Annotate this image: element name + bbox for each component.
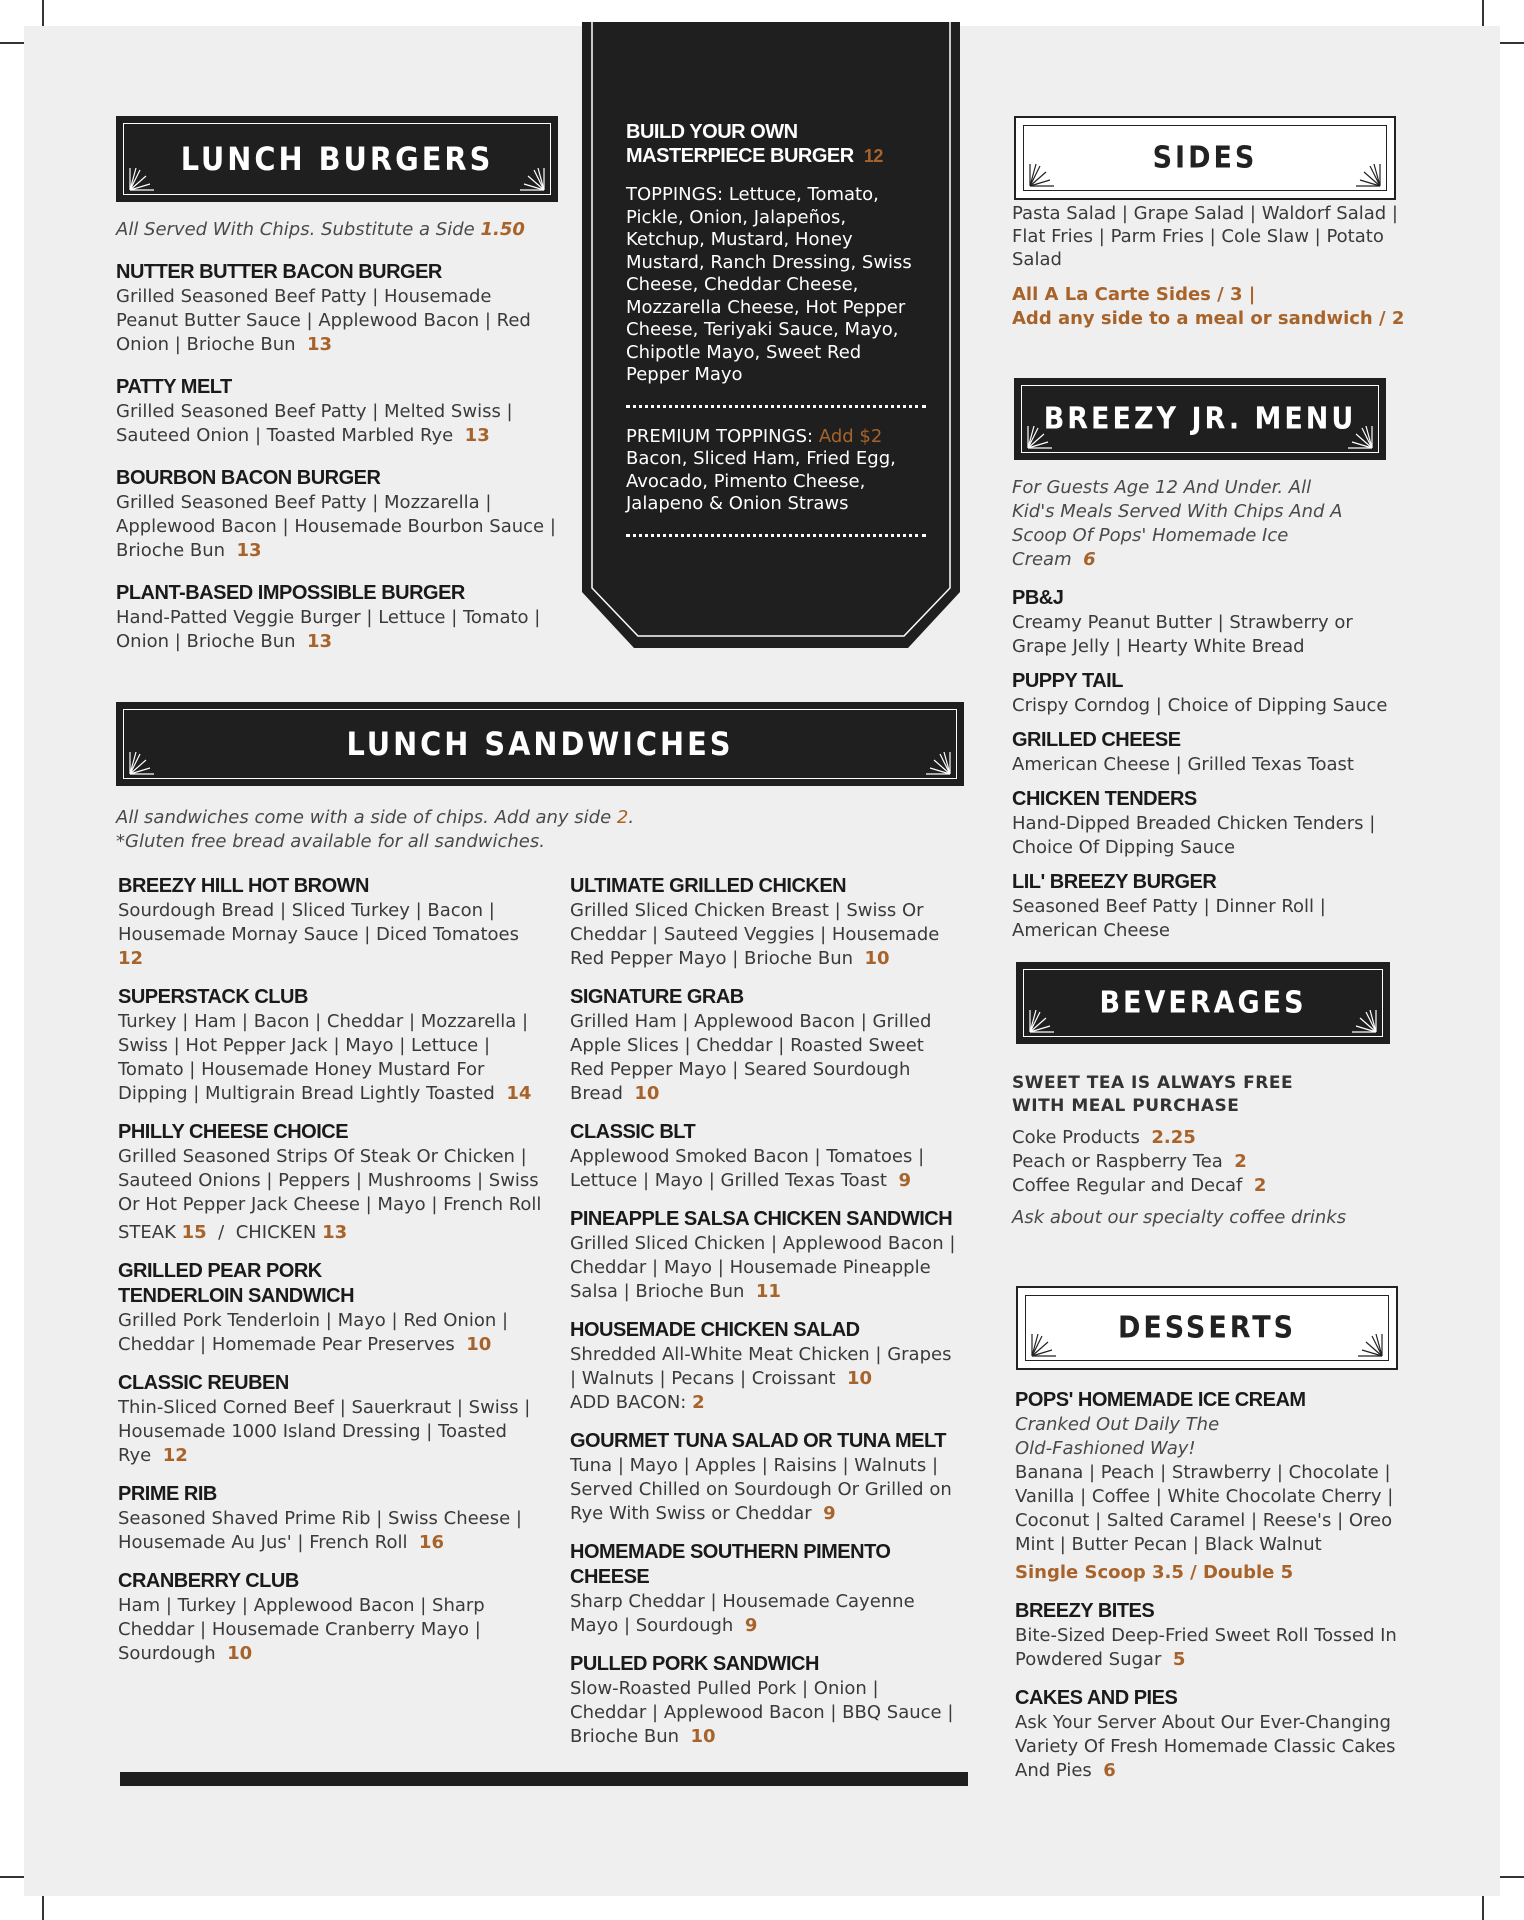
- item-price: 12: [162, 1445, 188, 1466]
- menu-item: [570, 1540, 960, 1638]
- item-name: PUPPY TAIL: [1012, 670, 1123, 692]
- menu-item: [116, 260, 556, 357]
- item-desc: Grilled Seasoned Beef Patty | Housemade Peanut Butter Sauce | Applewood Bacon | Red Onion | Brioche Bun: [116, 286, 531, 355]
- philly-steak-price: 15: [181, 1222, 207, 1243]
- sides-list: Pasta Salad | Grape Salad | Waldorf Salad | Flat Fries | Parm Fries | Cole Slaw | Potato Salad: [1012, 203, 1398, 270]
- item-desc: Hand-Patted Veggie Burger | Lettuce | Tomato | Onion | Brioche Bun: [116, 607, 541, 652]
- philly-chicken-price: 13: [322, 1222, 348, 1243]
- jr-note-price: 6: [1083, 549, 1096, 570]
- sandwiches-note: All sandwiches come with a side of chips. Add any side 2. *Gluten free bread available for all sandwiches.: [116, 806, 956, 854]
- item-price: 6: [1103, 1760, 1116, 1781]
- item-name: LIL' BREEZY BURGER: [1012, 871, 1217, 893]
- build-title-line1: BUILD YOUR OWN: [626, 121, 798, 143]
- menu-item: [1015, 1599, 1415, 1672]
- lunch-sandwiches-title: LUNCH SANDWICHES: [346, 725, 734, 763]
- menu-item: [118, 1569, 548, 1666]
- item-name: CLASSIC REUBEN: [118, 1372, 289, 1394]
- breezy-jr-section: [1012, 476, 1412, 957]
- item-name: CHICKEN TENDERS: [1012, 788, 1197, 810]
- lunch-sandwiches-banner: [116, 702, 964, 786]
- beverage-name: Coke Products: [1012, 1127, 1140, 1148]
- item-name: SIGNATURE GRAB: [570, 986, 744, 1008]
- menu-item: [570, 1429, 960, 1526]
- item-name: BREEZY BITES: [1015, 1600, 1155, 1622]
- sides-add-side: Add any side to a meal or sandwich / 2: [1012, 308, 1405, 329]
- menu-item: [570, 1652, 960, 1749]
- beverage-price: 2: [1253, 1175, 1267, 1196]
- item-desc: Tuna | Mayo | Apples | Raisins | Walnuts | Served Chilled on Sourdough Or Grilled on Rye With Swiss or Cheddar: [570, 1455, 952, 1524]
- sandwiches-left-column: [118, 874, 548, 1680]
- item-desc: Grilled Sliced Chicken | Applewood Bacon | Cheddar | Mayo | Housemade Pineapple Salsa | Brioche Bun: [570, 1233, 956, 1302]
- menu-item: [570, 874, 960, 971]
- item-price: 13: [307, 631, 333, 652]
- item-price: 16: [418, 1532, 444, 1553]
- burgers-section: [116, 218, 556, 668]
- item-name: SUPERSTACK CLUB: [118, 986, 308, 1008]
- beverage-name: Coffee Regular and Decaf: [1012, 1175, 1243, 1196]
- premium-label: PREMIUM TOPPINGS:: [626, 425, 814, 447]
- sandwiches-note1-price: 2: [616, 807, 629, 828]
- item-name: BREEZY HILL HOT BROWN: [118, 875, 369, 897]
- item-price: 12: [118, 948, 144, 969]
- item-desc: Creamy Peanut Butter | Strawberry or Grape Jelly | Hearty White Bread: [1012, 612, 1353, 657]
- breezy-jr-banner: [1014, 378, 1386, 460]
- beverages-note: Ask about our specialty coffee drinks: [1012, 1207, 1347, 1228]
- item-name: PLANT-BASED IMPOSSIBLE BURGER: [116, 582, 465, 604]
- item-price: 5: [1172, 1649, 1186, 1670]
- sides-title: SIDES: [1152, 140, 1258, 176]
- item-desc: Turkey | Ham | Bacon | Cheddar | Mozzarella | Swiss | Hot Pepper Jack | Mayo | Lettuce | Tomato | Housemade Honey Mustard For Dipping | Multigrain Bread Lightly Toasted: [118, 1011, 529, 1104]
- crop-mark: [0, 42, 26, 44]
- item-desc: Crispy Corndog | Choice of Dipping Sauce: [1012, 695, 1388, 716]
- menu-item: [570, 1318, 960, 1415]
- item-name: BOURBON BACON BURGER: [116, 467, 381, 489]
- menu-item: [116, 466, 556, 563]
- build-price: 12: [863, 146, 883, 166]
- add-bacon-price: 2: [692, 1392, 705, 1413]
- sides-banner: [1014, 116, 1396, 200]
- item-price: 9: [898, 1170, 911, 1191]
- item-desc: Thin-Sliced Corned Beef | Sauerkraut | Swiss | Housemade 1000 Island Dressing | Toasted Rye: [118, 1397, 531, 1466]
- beverage-price: 2.25: [1151, 1127, 1196, 1148]
- menu-item: [118, 1120, 548, 1245]
- menu-item: [118, 1482, 548, 1555]
- premium-price: Add $2: [818, 425, 883, 447]
- premium-items: Bacon, Sliced Ham, Fried Egg, Avocado, Pimento Cheese, Jalapeno & Onion Straws: [626, 448, 896, 514]
- item-desc: Sharp Cheddar | Housemade Cayenne Mayo | Sourdough: [570, 1591, 915, 1636]
- burgers-note-price: 1.50: [480, 219, 525, 240]
- item-name: PRIME RIB: [118, 1483, 217, 1505]
- item-desc: Shredded All-White Meat Chicken | Grapes | Walnuts | Pecans | Croissant: [570, 1344, 952, 1389]
- item-desc: Grilled Seasoned Strips Of Steak Or Chicken | Sauteed Onions | Peppers | Mushrooms | Swiss Or Hot Pepper Jack Cheese | Mayo | French Roll: [118, 1146, 542, 1215]
- menu-item: [1015, 1686, 1415, 1783]
- item-price: 10: [864, 948, 890, 969]
- menu-item: [570, 985, 960, 1106]
- item-desc: Grilled Seasoned Beef Patty | Melted Swiss | Sauteed Onion | Toasted Marbled Rye: [116, 401, 513, 446]
- sweet-tea-line2: WITH MEAL PURCHASE: [1012, 1096, 1240, 1116]
- item-name: NUTTER BUTTER BACON BURGER: [116, 261, 442, 283]
- crop-mark: [1498, 42, 1524, 44]
- beverage-item: [1012, 1150, 1412, 1174]
- jr-note: For Guests Age 12 And Under. All Kid's Meals Served With Chips And A Scoop Of Pops' Homemade Ice Cream: [1012, 477, 1343, 570]
- item-price: 9: [823, 1503, 836, 1524]
- item-price: 11: [755, 1281, 781, 1302]
- desserts-title: DESSERTS: [1117, 1310, 1297, 1346]
- philly-sep: /: [218, 1222, 225, 1243]
- build-toppings: TOPPINGS: Lettuce, Tomato, Pickle, Onion, Jalapeños, Ketchup, Mustard, Honey Mustard, Ranch Dressing, Swiss Cheese, Cheddar Cheese, Mozzarella Cheese, Hot Pepper Cheese, Teriyaki Sauce, Mayo, Chipotle Mayo, Sweet Red Pepper Mayo: [626, 184, 912, 385]
- beverages-banner: [1016, 962, 1390, 1044]
- beverages-section: [1012, 1072, 1412, 1230]
- desserts-section: [1015, 1388, 1415, 1797]
- sandwiches-note1: All sandwiches come with a side of chips. Add any side: [116, 807, 612, 828]
- item-price: 13: [464, 425, 490, 446]
- item-name: ULTIMATE GRILLED CHICKEN: [570, 875, 847, 897]
- item-desc: Applewood Smoked Bacon | Tomatoes | Lettuce | Mayo | Grilled Texas Toast: [570, 1146, 925, 1191]
- item-desc: American Cheese | Grilled Texas Toast: [1012, 754, 1354, 775]
- item-price: 10: [634, 1083, 660, 1104]
- item-price: 14: [506, 1083, 532, 1104]
- item-desc: Grilled Ham | Applewood Bacon | Grilled Apple Slices | Cheddar | Roasted Sweet Red Pepper Mayo | Seared Sourdough Bread: [570, 1011, 932, 1104]
- sides-section: [1012, 202, 1412, 331]
- build-burger-content: [626, 120, 926, 555]
- item-name: PB&J: [1012, 587, 1064, 609]
- build-title-line2: MASTERPIECE BURGER: [626, 145, 854, 167]
- item-name: PULLED PORK SANDWICH: [570, 1653, 819, 1675]
- item-name: PATTY MELT: [116, 376, 232, 398]
- item-name: HOUSEMADE CHICKEN SALAD: [570, 1319, 860, 1341]
- item-price: 13: [307, 334, 333, 355]
- sandwiches-note2: *Gluten free bread available for all sandwiches.: [116, 831, 545, 852]
- ice-cream-note2: Old-Fashioned Way!: [1015, 1438, 1196, 1459]
- item-desc: Grilled Sliced Chicken Breast | Swiss Or Cheddar | Sauteed Veggies | Housemade Red Pepper Mayo | Brioche Bun: [570, 900, 940, 969]
- sweet-tea-line1: SWEET TEA IS ALWAYS FREE: [1012, 1073, 1294, 1093]
- item-desc: Sourdough Bread | Sliced Turkey | Bacon | Housemade Mornay Sauce | Diced Tomatoes: [118, 900, 519, 945]
- menu-item: [118, 985, 548, 1106]
- crop-mark: [0, 1876, 26, 1878]
- item-name: GRILLED CHEESE: [1012, 729, 1181, 751]
- add-bacon-label: ADD BACON:: [570, 1392, 687, 1413]
- item-price: 10: [690, 1726, 716, 1747]
- item-price: 13: [236, 540, 262, 561]
- menu-item: [116, 375, 556, 448]
- beverages-title: BEVERAGES: [1099, 985, 1307, 1021]
- item-name: GOURMET TUNA SALAD OR TUNA MELT: [570, 1430, 946, 1452]
- item-desc: Seasoned Shaved Prime Rib | Swiss Cheese | Housemade Au Jus' | French Roll: [118, 1508, 522, 1553]
- item-name: CRANBERRY CLUB: [118, 1570, 299, 1592]
- menu-item: [116, 581, 556, 654]
- menu-item: [1012, 728, 1412, 777]
- dotted-divider: [626, 405, 926, 408]
- ice-cream-name: POPS' HOMEMADE ICE CREAM: [1015, 1389, 1306, 1411]
- item-name: CLASSIC BLT: [570, 1121, 696, 1143]
- philly-steak: STEAK: [118, 1222, 176, 1243]
- lunch-burgers-title: LUNCH BURGERS: [180, 140, 494, 178]
- item-name: PHILLY CHEESE CHOICE: [118, 1121, 349, 1143]
- philly-chicken: CHICKEN: [235, 1222, 317, 1243]
- item-price: 10: [847, 1368, 873, 1389]
- menu-item: [570, 1120, 960, 1193]
- menu-item: [118, 1371, 548, 1468]
- item-name: PINEAPPLE SALSA CHICKEN SANDWICH: [570, 1208, 953, 1230]
- item-name: HOMEMADE SOUTHERN PIMENTO CHEESE: [570, 1541, 891, 1588]
- item-desc: Hand-Dipped Breaded Chicken Tenders | Choice Of Dipping Sauce: [1012, 813, 1376, 858]
- crop-mark: [1482, 1894, 1484, 1920]
- crop-mark: [42, 0, 44, 26]
- ice-cream-flavors: Banana | Peach | Strawberry | Chocolate | Vanilla | Coffee | White Chocolate Cherry | Coconut | Salted Caramel | Reese's | Oreo Mint | Butter Pecan | Black Walnut: [1015, 1462, 1394, 1555]
- bottom-divider-bar: [120, 1772, 968, 1786]
- item-desc: Grilled Seasoned Beef Patty | Mozzarella | Applewood Bacon | Housemade Bourbon Sauce | Brioche Bun: [116, 492, 556, 561]
- item-desc: Slow-Roasted Pulled Pork | Onion | Cheddar | Applewood Bacon | BBQ Sauce | Brioche Bun: [570, 1678, 954, 1747]
- item-desc: Seasoned Beef Patty | Dinner Roll | American Cheese: [1012, 896, 1326, 941]
- item-price: 10: [466, 1334, 492, 1355]
- crop-mark: [42, 1894, 44, 1920]
- item-desc: Ask Your Server About Our Ever-Changing Variety Of Fresh Homemade Classic Cakes And Pies: [1015, 1712, 1396, 1781]
- crop-mark: [1482, 0, 1484, 26]
- item-name: CAKES AND PIES: [1015, 1687, 1178, 1709]
- crop-mark: [1498, 1876, 1524, 1878]
- item-desc: Grilled Pork Tenderloin | Mayo | Red Onion | Cheddar | Homemade Pear Preserves: [118, 1310, 509, 1355]
- sandwiches-right-column: [570, 874, 960, 1763]
- menu-item: [118, 874, 548, 971]
- burgers-note: All Served With Chips. Substitute a Side: [116, 219, 475, 240]
- item-desc: Ham | Turkey | Applewood Bacon | Sharp Cheddar | Housemade Cranberry Mayo | Sourdough: [118, 1595, 485, 1664]
- dotted-divider: [626, 534, 926, 537]
- menu-item: [118, 1259, 548, 1357]
- menu-item: [1012, 870, 1412, 943]
- beverage-name: Peach or Raspberry Tea: [1012, 1151, 1223, 1172]
- desserts-banner: [1016, 1286, 1398, 1370]
- menu-item: [1012, 669, 1412, 718]
- menu-item: [1012, 586, 1412, 659]
- beverage-price: 2: [1234, 1151, 1247, 1172]
- beverage-item: [1012, 1174, 1412, 1198]
- item-desc: Bite-Sized Deep-Fried Sweet Roll Tossed In Powdered Sugar: [1015, 1625, 1397, 1670]
- ice-cream-note1: Cranked Out Daily The: [1015, 1414, 1220, 1435]
- sides-ala-carte: All A La Carte Sides / 3 |: [1012, 284, 1256, 305]
- item-price: 10: [227, 1643, 253, 1664]
- menu-item: [1012, 787, 1412, 860]
- breezy-jr-title: BREEZY JR. MENU: [1043, 401, 1357, 437]
- item-price: 9: [744, 1615, 758, 1636]
- beverage-item: [1012, 1126, 1412, 1150]
- ice-cream-price: Single Scoop 3.5 / Double 5: [1015, 1562, 1294, 1583]
- item-name: GRILLED PEAR PORK TENDERLOIN SANDWICH: [118, 1260, 355, 1307]
- menu-item: [570, 1207, 960, 1304]
- lunch-burgers-banner: [116, 116, 558, 202]
